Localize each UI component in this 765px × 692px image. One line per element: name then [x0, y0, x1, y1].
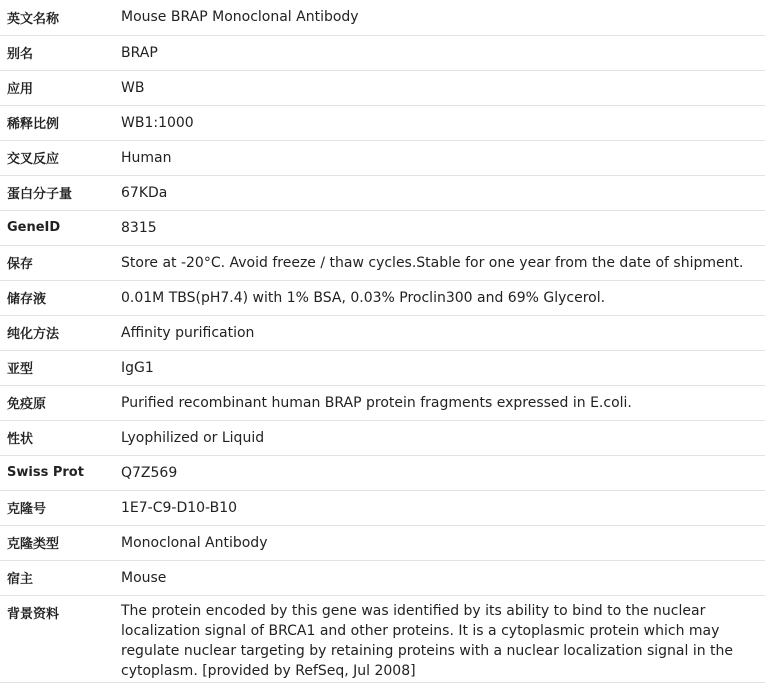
- row-label: GeneID: [0, 210, 114, 245]
- table-row: [0, 140, 765, 175]
- table-row: [0, 420, 765, 455]
- table-row: [0, 490, 765, 525]
- table-row: [0, 245, 765, 280]
- row-value: Human: [114, 140, 765, 175]
- row-value: Mouse: [114, 560, 765, 595]
- row-label: 交叉反应: [0, 140, 114, 175]
- row-label: 稀释比例: [0, 105, 114, 140]
- row-label: 性状: [0, 420, 114, 455]
- table-row: [0, 595, 765, 682]
- row-value: 8315: [114, 210, 765, 245]
- row-value: 0.01M TBS(pH7.4) with 1% BSA, 0.03% Proclin300 and 69% Glycerol.: [114, 280, 765, 315]
- row-label: 英文名称: [0, 0, 114, 35]
- table-row: [0, 560, 765, 595]
- table-row: [0, 315, 765, 350]
- table-row: [0, 210, 765, 245]
- row-value: Purified recombinant human BRAP protein fragments expressed in E.coli.: [114, 385, 765, 420]
- row-value: Store at -20°C. Avoid freeze / thaw cycles.Stable for one year from the date of shipment.: [114, 245, 765, 280]
- row-value: 1E7-C9-D10-B10: [114, 490, 765, 525]
- row-label: 背景资料: [0, 595, 114, 682]
- row-label: 应用: [0, 70, 114, 105]
- row-value: Monoclonal Antibody: [114, 525, 765, 560]
- row-label: 亚型: [0, 350, 114, 385]
- row-label: 蛋白分子量: [0, 175, 114, 210]
- table-row: [0, 525, 765, 560]
- table-row: [0, 35, 765, 70]
- row-label: 储存液: [0, 280, 114, 315]
- row-label: 别名: [0, 35, 114, 70]
- row-value: Lyophilized or Liquid: [114, 420, 765, 455]
- table-row: [0, 455, 765, 490]
- row-label: Swiss Prot: [0, 455, 114, 490]
- row-label: 克隆类型: [0, 525, 114, 560]
- row-value: Q7Z569: [114, 455, 765, 490]
- row-value: BRAP: [114, 35, 765, 70]
- table-row: [0, 280, 765, 315]
- row-value: IgG1: [114, 350, 765, 385]
- row-value: 67KDa: [114, 175, 765, 210]
- table-row: [0, 70, 765, 105]
- table-row: [0, 105, 765, 140]
- row-label: 保存: [0, 245, 114, 280]
- row-label: 纯化方法: [0, 315, 114, 350]
- row-value: WB1:1000: [114, 105, 765, 140]
- row-value: Affinity purification: [114, 315, 765, 350]
- table-row: [0, 0, 765, 35]
- row-value: WB: [114, 70, 765, 105]
- row-label: 宿主: [0, 560, 114, 595]
- table-row: [0, 350, 765, 385]
- row-value: The protein encoded by this gene was identified by its ability to bind to the nuclear localization signal of BRCA1 and other proteins. It is a cytoplasmic protein which may regulate nuclear targeting by retaining proteins with a nuclear localization signal in the cytoplasm. [provided by RefSeq, Jul 2008]: [114, 595, 765, 682]
- row-label: 克隆号: [0, 490, 114, 525]
- row-value: Mouse BRAP Monoclonal Antibody: [114, 0, 765, 35]
- table-row: [0, 385, 765, 420]
- table-row: [0, 175, 765, 210]
- row-label: 免疫原: [0, 385, 114, 420]
